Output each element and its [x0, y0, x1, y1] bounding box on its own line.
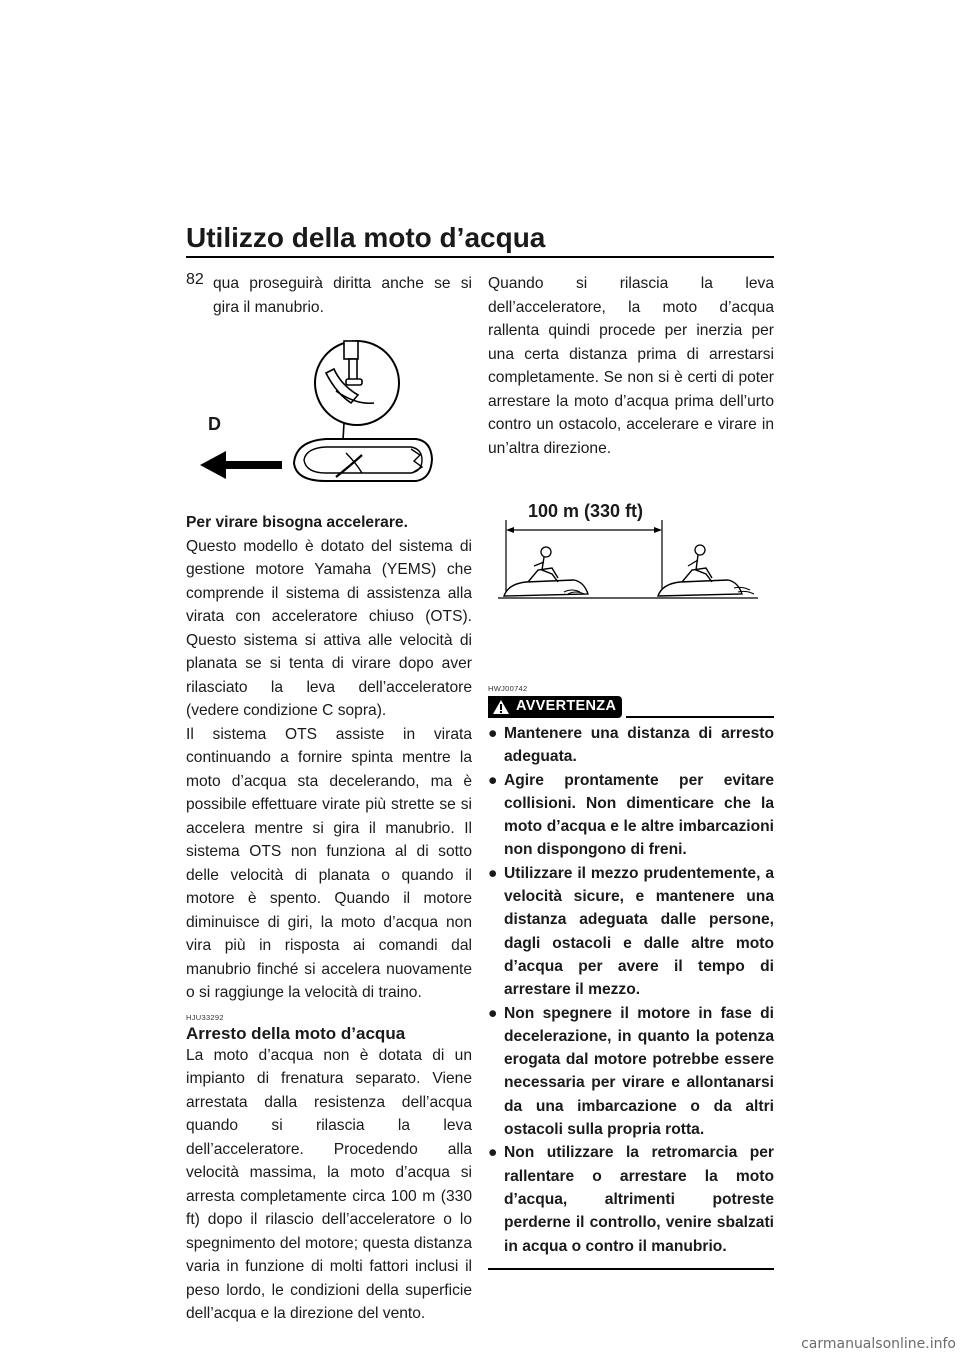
paragraph-yems: Questo modello è dotato del sistema di gestione motore Yamaha (YEMS) che comprende il sistema di assistenza alla virata con acceleratore chiuso (OTS). Questo sistema si attiva alle velocità di planata se si tenta di virare dopo aver rilasciato la leva dell’acceleratore (vedere condizione C sopra). — [186, 537, 472, 719]
subheading-turn: Per virare bisogna accelerare. — [186, 514, 408, 531]
section-code: HJU33292 — [186, 1012, 224, 1022]
right-column — [488, 272, 774, 1270]
warning-bottom-rule — [488, 1268, 774, 1270]
warning-item: ● Mantenere una distanza di arresto adeguata. — [488, 722, 774, 769]
intro-continuation: qua proseguirà diritta anche se si gira il manubrio. — [213, 275, 472, 316]
warning-header — [488, 696, 774, 718]
stopping-distance-figure — [488, 501, 774, 658]
turning-figure — [186, 333, 472, 501]
paragraph-ots: Il sistema OTS assiste in virata continuando a fornire spinta mentre la moto d’acqua sta decelerando, ma è possibile effettuare virate più strette se si accelera mentre si gira il manubrio. Il sistema OTS non funziona al di sotto delle velocità di planata o quando il motore è spento. Quando il motore diminuisce di giri, la moto d’acqua non vira più in risposta ai comandi dal manubrio finché si accelera nuovamente o si raggiunge la velocità di traino. — [186, 725, 472, 1001]
warning-item: ● Non spegnere il motore in fase di decelerazione, in quanto la potenza erogata dal motore potrebbe essere necessaria per virare e allontanarsi da una imbarcazione o da altri ostacoli sulla propria rotta. — [488, 1002, 774, 1142]
paragraph-stopping: La moto d’acqua non è dotata di un impianto di frenatura separato. Viene arrestata dalla resistenza dell’acqua quando si rilascia la leva dell’acceleratore. Procedendo alla velocità massima, la moto d’acqua si arresta completamente circa 100 m (330 ft) dopo il rilascio dell’acceleratore o lo spegnimento del motore; questa distanza varia in funzione di molti fattori inclusi il peso lordo, le condizioni della superficie dell’acqua e la direzione del vento. — [186, 1046, 472, 1322]
warning-code: HWJ00742 — [488, 684, 528, 693]
warning-item: ● Utilizzare il mezzo prudentemente, a velocità sicure, e mantenere una distanza adeguata dalle persone, dagli ostacoli e dalle altre moto d’acqua per avere il tempo di arrestare il mezzo. — [488, 862, 774, 1002]
warning-item: ● Agire prontamente per evitare collisioni. Non dimenticare che la moto d’acqua e le altre imbarcazioni non dispongono di freni. — [488, 769, 774, 862]
bullet-icon: ● — [488, 864, 498, 882]
watermark: carmanualsonline.info — [801, 1336, 956, 1352]
bullet-icon: ● — [488, 725, 498, 742]
paragraph-release: Quando si rilascia la leva dell’acceleratore, la moto d’acqua rallenta quindi procede per inerzia per una certa distanza prima di arrestarsi completamente. Se non si è certi di poter arrestare la moto d’acqua prima dell’urto contro un ostacolo, accelerare e virare in un’altra direzione. — [488, 275, 774, 457]
bullet-icon: ● — [488, 1144, 498, 1162]
warning-item: ● Non utilizzare la retromarcia per rallentare o arrestare la moto d’acqua, altrimenti potreste perderne il controllo, venire sbalzati in acqua o contro il manubrio. — [488, 1141, 774, 1257]
section-title: Arresto della moto d’acqua — [186, 1023, 406, 1043]
warning-badge — [488, 696, 622, 718]
left-column — [186, 272, 472, 1326]
bullet-icon: ● — [488, 1004, 498, 1022]
page-number: 82 — [186, 271, 204, 288]
warning-triangle-icon — [492, 699, 510, 715]
stopping-distance-illustration — [488, 508, 774, 658]
direction-label: D — [208, 414, 221, 434]
warning-list — [488, 722, 774, 1258]
title-rule — [186, 256, 774, 258]
warning-top-rule — [626, 716, 774, 718]
warning-label: AVVERTENZA — [516, 698, 617, 715]
jetski-turn-illustration — [186, 333, 472, 501]
bullet-icon: ● — [488, 771, 498, 789]
distance-label: 100 m (330 ft) — [526, 500, 645, 524]
page-title: Utilizzo della moto d’acqua — [186, 222, 546, 253]
